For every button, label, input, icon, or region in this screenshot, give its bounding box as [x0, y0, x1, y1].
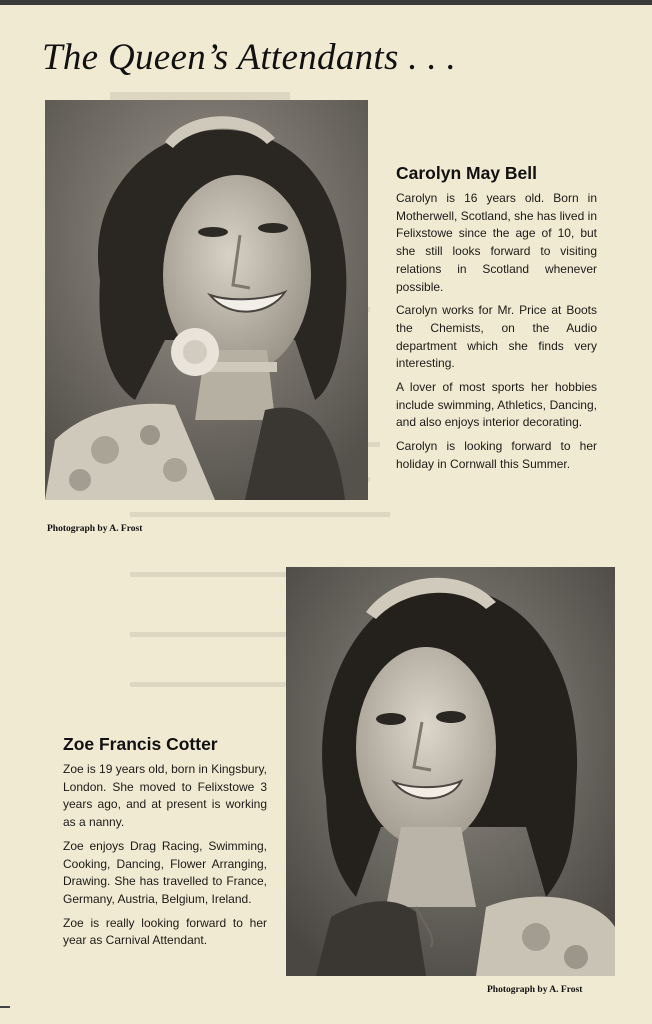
bio-paragraph: Zoe enjoys Drag Racing, Swimming, Cooking, Dancing, Flower Arranging, Drawing. She has travelled to France, Germany, Austria, Belgium, Ireland.	[63, 838, 267, 906]
bio-paragraph: Zoe is really looking forward to her year as Carnival Attendant.	[63, 915, 267, 948]
bio-paragraph: Zoe is 19 years old, born in Kingsbury, London. She moved to Felixstowe 3 years ago, and at present is working as a nanny.	[63, 762, 267, 830]
attendant-name: Zoe Francis Cotter	[63, 734, 218, 754]
margin-mark	[0, 1006, 10, 1008]
portrait-photo-zoe	[286, 567, 615, 976]
bio-paragraph: Carolyn is looking forward to her holiday in Cornwall this Summer.	[396, 439, 597, 471]
portrait-photo-carolyn	[45, 100, 368, 500]
photo-credit-2: Photograph by A. Frost	[487, 985, 583, 995]
page-title: The Queen’s Attendants . . .	[42, 37, 457, 78]
photo-credit-1: Photograph by A. Frost	[47, 524, 143, 534]
bio-paragraph: Carolyn is 16 years old. Born in Motherwell, Scotland, she has lived in Felixstowe since the age of 10, but she still looks forward to visiting relations in Scotland whenever possible.	[396, 191, 597, 294]
bio-paragraph: Carolyn works for Mr. Price at Boots the Chemists, on the Audio department which she finds very interesting.	[396, 303, 597, 371]
bio-paragraph: A lover of most sports her hobbies include swimming, Athletics, Dancing, and also enjoys interior decorating.	[396, 380, 597, 430]
attendant-name: Carolyn May Bell	[396, 163, 538, 183]
page-top-edge	[0, 0, 652, 5]
bio-carolyn	[396, 163, 597, 480]
bio-zoe	[63, 734, 267, 956]
